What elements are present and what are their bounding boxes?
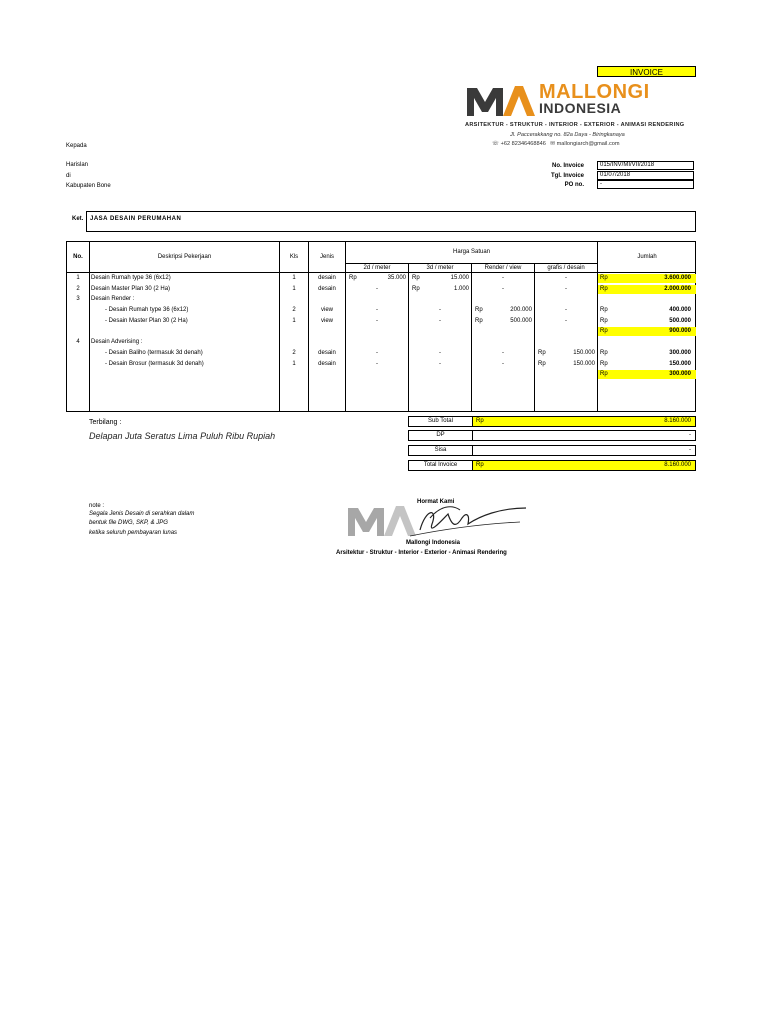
subtotal-currency: Rp (476, 418, 484, 424)
subtotal-label: Sub Total (409, 417, 473, 426)
total-label: Total Invoice (409, 461, 473, 470)
brand-name-line2: INDONESIA (539, 100, 622, 116)
total-amount: 8.160.000 (664, 462, 691, 468)
row-total: 2.000.000 (664, 286, 691, 292)
row-p4-price: 150.000 (573, 350, 595, 356)
row-total: 300.000 (669, 371, 691, 377)
row-p3-price: - (502, 361, 504, 367)
company-stamp (340, 478, 530, 548)
row-p3-currency: Rp (475, 307, 483, 313)
po-label: PO no. (564, 182, 584, 188)
recipient-name: Harislan (66, 162, 89, 168)
row-qty: 1 (292, 318, 296, 324)
sisa-label: Sisa (409, 446, 473, 455)
row-description: Desain Rumah type 36 (6x12) (91, 275, 171, 281)
brand-name-line1: MALLONGI (539, 81, 650, 103)
row-type: desain (318, 286, 336, 292)
total-value (473, 461, 695, 470)
invoice-date-label: Tgl. Invoice (550, 173, 584, 179)
row-no: 3 (76, 296, 80, 302)
col-type-header: Jenis (319, 254, 334, 260)
row-total-currency: Rp (600, 318, 608, 324)
row-no: 2 (76, 286, 80, 292)
row-total: 900.000 (669, 328, 691, 334)
row-description: Desain Master Plan 30 (2 Ha) (91, 286, 171, 292)
amount-in-words: Delapan Juta Seratus Lima Puluh Ribu Rupiah (89, 431, 276, 441)
subtotal-amount: 8.160.000 (664, 418, 691, 424)
brand-tagline: ARSITEKTUR - STRUKTUR - INTERIOR - EXTERIOR - ANIMASI RENDERING (465, 122, 685, 128)
row-type: desain (318, 361, 336, 367)
dp-amount: - (689, 432, 691, 438)
row-total-currency: Rp (600, 275, 608, 281)
row-total-currency: Rp (600, 286, 608, 292)
row-p4-price: - (565, 286, 567, 292)
row-qty: 1 (292, 275, 296, 281)
total-row (408, 460, 696, 471)
row-p2-price: - (439, 361, 441, 367)
to-label: Kepada (66, 143, 87, 149)
col-unit-price-header: Harga Satuan (452, 249, 491, 255)
row-total-currency: Rp (600, 371, 608, 377)
row-p4-price: - (565, 307, 567, 313)
row-qty: 2 (292, 350, 296, 356)
recipient-at: di (66, 173, 71, 179)
row-p4-price: - (565, 275, 567, 281)
row-p2-currency: Rp (412, 286, 420, 292)
row-no: 1 (76, 275, 80, 281)
note-line1: Segala Jenis Desain di serahkan dalam (89, 511, 195, 517)
dp-value (473, 431, 695, 440)
row-total-currency: Rp (600, 307, 608, 313)
ket-value: JASA DESAIN PERUMAHAN (90, 216, 182, 222)
stamp-letters (340, 478, 342, 479)
invoice-date-value: 01/07/2018 (597, 171, 694, 180)
row-p4-price: - (565, 318, 567, 324)
row-p1-price: - (376, 307, 378, 313)
signatory-services: Arsitektur - Struktur - Interior - Exterior - Animasi Rendering (336, 550, 507, 556)
row-qty: 1 (292, 286, 296, 292)
row-p3-price: 200.000 (510, 307, 532, 313)
company-phone: +62 82346468846 (500, 141, 546, 147)
row-p3-price: - (502, 286, 504, 292)
row-p1-price: - (376, 318, 378, 324)
row-p2-price: - (439, 350, 441, 356)
row-p3-price: - (502, 350, 504, 356)
row-total-currency: Rp (600, 361, 608, 367)
row-p4-currency: Rp (538, 361, 546, 367)
row-p2-price: 1.000 (453, 286, 469, 292)
col-qty-header: Kls (289, 254, 299, 260)
logo-letters (463, 82, 465, 83)
subtotal-value (473, 417, 695, 426)
row-total: 3.600.000 (664, 275, 691, 281)
col-total-header: Jumlah (637, 254, 657, 260)
row-total-currency: Rp (600, 328, 608, 334)
row-p2-price: - (439, 318, 441, 324)
row-type: view (320, 307, 333, 313)
ket-box (86, 211, 696, 232)
sisa-amount: - (689, 447, 691, 453)
regards-label: Hormat Kami (417, 499, 455, 505)
row-qty: 2 (292, 307, 296, 313)
row-p2-price: 15.000 (450, 275, 469, 281)
company-email: mallongiarch@gmail.com (556, 141, 620, 147)
invoice-no-label: No. Invoice (551, 163, 584, 169)
row-total-currency: Rp (600, 350, 608, 356)
invoice-no-value: 015/INV/MI/VII/2018 (597, 161, 694, 170)
note-label: note : (89, 503, 105, 509)
row-p3-currency: Rp (475, 318, 483, 324)
note-line3: ketika seluruh pembayaran lunas (89, 530, 178, 536)
row-no: 4 (76, 339, 80, 345)
sisa-value (473, 446, 695, 455)
row-p4-currency: Rp (538, 350, 546, 356)
recipient-place: Kabupaten Bone (66, 183, 111, 189)
signatory-company: Mallongi Indonesia (406, 540, 461, 546)
row-description: Desain Adverising : (91, 339, 143, 345)
row-total: 400.000 (669, 307, 691, 313)
company-address: Jl. Paccerakkang no. 82a Daya - Biringkanaya (510, 132, 625, 138)
row-p4-price: 150.000 (573, 361, 595, 367)
row-p1-price: - (376, 361, 378, 367)
note-line2: bentuk file DWG, SKP, & JPG (89, 520, 168, 526)
invoice-title-badge: INVOICE (597, 66, 696, 77)
col-render-header: Render / view (484, 265, 522, 271)
row-total: 500.000 (669, 318, 691, 324)
row-description: - Desain Brosur (termasuk 3d denah) (105, 361, 204, 367)
subtotal-row (408, 416, 696, 427)
row-description: - Desain Master Plan 30 (2 Ha) (105, 318, 188, 324)
ket-label: Ket. (72, 216, 84, 222)
row-total: 150.000 (669, 361, 691, 367)
company-logo (463, 82, 535, 120)
row-p1-price: - (376, 350, 378, 356)
row-p1-price: - (376, 286, 378, 292)
row-description: Desain Render : (91, 296, 135, 302)
dp-label: DP (409, 431, 473, 440)
phone-icon: ☏ (492, 141, 499, 147)
row-p2-price: - (439, 307, 441, 313)
total-currency: Rp (476, 462, 484, 468)
company-contact (492, 141, 620, 147)
items-table (66, 241, 696, 412)
row-type: desain (318, 350, 336, 356)
col-grafis-header: grafis / desain (547, 265, 585, 271)
col-desc-header: Deskripsi Pekerjaan (157, 254, 212, 260)
row-description: - Desain Baliho (termasuk 3d denah) (105, 350, 203, 356)
row-qty: 1 (292, 361, 296, 367)
email-icon: ✉ (550, 141, 556, 147)
po-value: - (597, 180, 694, 189)
row-p1-currency: Rp (349, 275, 357, 281)
row-total: 300.000 (669, 350, 691, 356)
col-2d-header: 2d / meter (363, 265, 391, 271)
dp-row (408, 430, 696, 441)
sisa-row (408, 445, 696, 456)
row-p3-price: - (502, 275, 504, 281)
row-type: view (320, 318, 333, 324)
row-p1-price: 35.000 (387, 275, 406, 281)
row-p3-price: 500.000 (510, 318, 532, 324)
row-description: - Desain Rumah type 36 (6x12) (105, 307, 189, 313)
col-no-header: No. (73, 254, 83, 260)
in-words-label: Terbilang : (89, 419, 122, 426)
col-3d-header: 3d / meter (426, 265, 454, 271)
row-type: desain (318, 275, 336, 281)
row-p2-currency: Rp (412, 275, 420, 281)
